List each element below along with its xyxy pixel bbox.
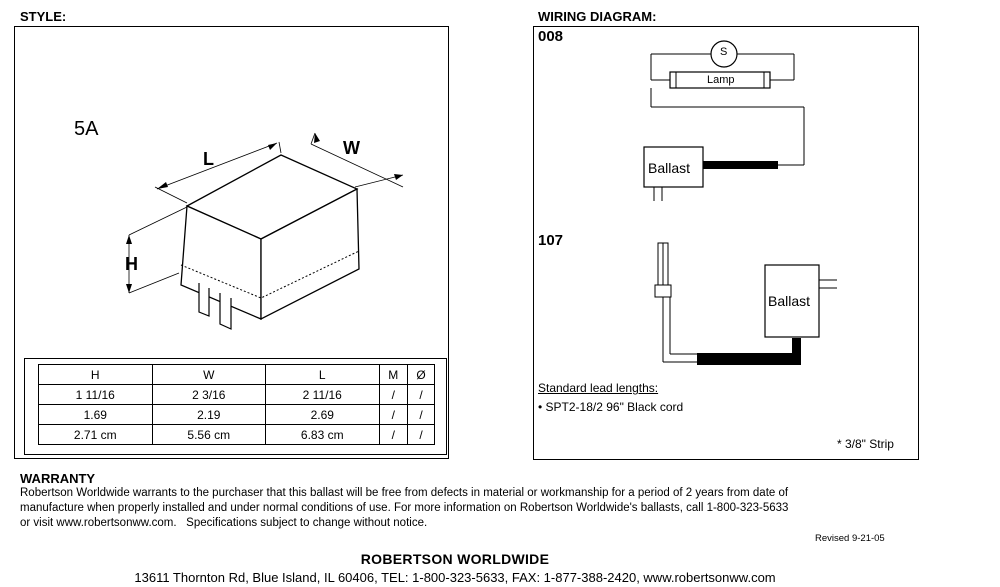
diagram-008-code: 008 [538,28,564,45]
black-cord-008 [703,161,778,169]
warranty-line-3: or visit www.robertsonww.com. Specifications subject to change without notice. [20,517,428,529]
warranty-title: WARRANTY [20,471,96,486]
table-header-cell: Ø [408,365,435,385]
table-row [39,405,435,425]
table-header-cell: L [266,365,380,385]
table-row [39,385,435,405]
model-number: 5A [74,118,99,140]
dimension-h-label: H [125,254,138,274]
table-cell: 2 11/16 [266,385,380,405]
table-row [39,425,435,445]
company-address: 13611 Thornton Rd, Blue Island, IL 60406, TEL: 1-800-323-5633, FAX: 1-877-388-2420, www.robertsonww.com [134,570,776,585]
table-cell: / [379,385,408,405]
lead-lengths-item: • SPT2-18/2 96" Black cord [538,400,684,414]
table-cell: 2 3/16 [152,385,266,405]
table-cell: / [379,425,408,445]
table-cell: 5.56 cm [152,425,266,445]
dimension-table [38,364,435,445]
table-cell: / [408,425,435,445]
table-cell: 2.71 cm [39,425,153,445]
strip-note: * 3/8" Strip [837,437,894,451]
company-name: ROBERTSON WORLDWIDE [360,551,550,567]
dimension-w-label: W [343,138,360,158]
ballast-008-label: Ballast [648,160,691,176]
dimension-table-frame [24,358,447,455]
revised-date: Revised 9-21-05 [815,533,885,544]
prong-right [220,293,231,329]
style-box [14,26,449,459]
dimension-l-label: L [203,149,214,169]
cfl-base [655,285,671,297]
table-header-cell: H [39,365,153,385]
table-header-cell: W [152,365,266,385]
black-cord-107 [697,338,801,365]
style-heading: STYLE: [20,9,67,24]
table-cell: 1 11/16 [39,385,153,405]
table-cell: 1.69 [39,405,153,425]
table-header-cell: M [379,365,408,385]
lamp-label: Lamp [707,74,735,86]
warranty-line-2: manufacture when properly installed and under normal conditions of use. For more information on Robertson Worldwide's ballasts, call 1-800-323-5633 [20,502,789,514]
table-header-row [39,365,435,385]
table-cell: / [408,405,435,425]
table-cell: 2.69 [266,405,380,425]
diagram-008 [644,41,804,201]
table-cell: 6.83 cm [266,425,380,445]
table-cell: 2.19 [152,405,266,425]
prong-left [199,283,209,316]
ballast-107-label: Ballast [768,293,811,309]
table-cell: / [408,385,435,405]
table-cell: / [379,405,408,425]
wiring-heading: WIRING DIAGRAM: [538,9,657,24]
ballast-drawing [15,27,448,360]
switch-label: S [720,46,728,58]
diagram-107-code: 107 [538,232,564,249]
wiring-box [533,26,919,460]
warranty-line-1: Robertson Worldwide warrants to the purchaser that this ballast will be free from defects in material or workmanship for a period of 2 years from date of [20,487,789,499]
lead-lengths-heading: Standard lead lengths: [538,381,659,395]
